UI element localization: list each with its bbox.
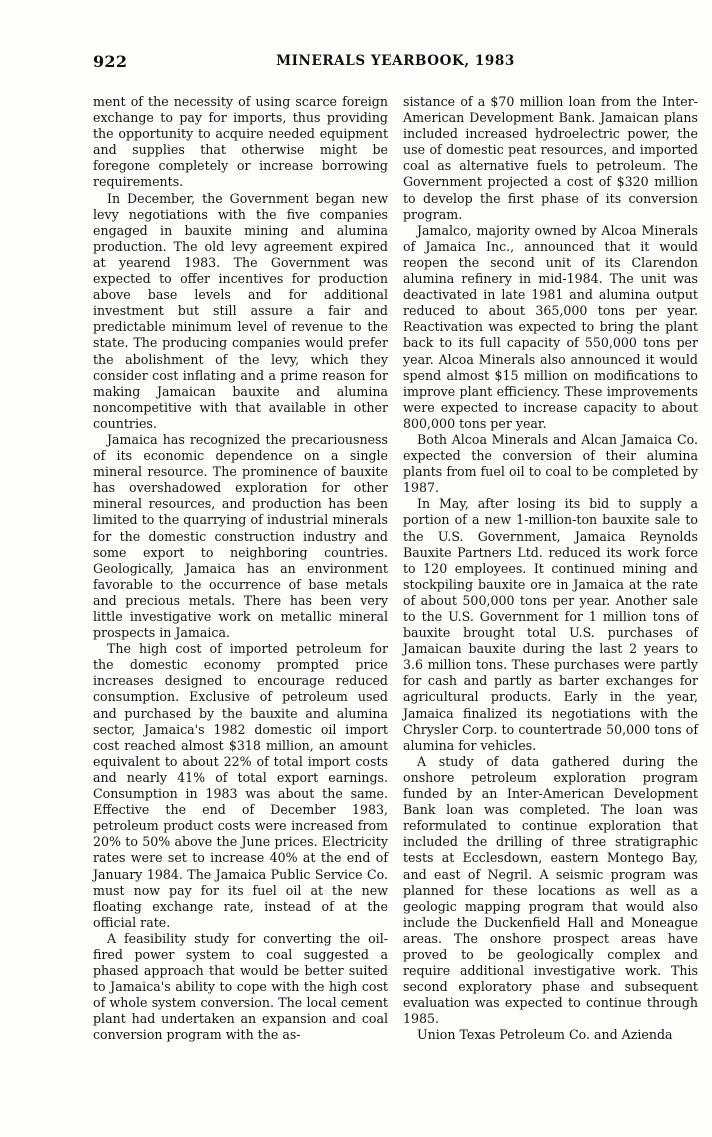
paragraph: In May, after losing its bid to supply a portion of a new 1-million-ton bauxite sale to the U.S. Government, Jamaica Reynolds Bauxite Partners Ltd. reduced its work force to 120 employees. It continued mining and stockpiling bauxite ore in Jamaica at the rate of about 500,000 tons per year. Another sale to the U.S. Government for 1 million tons of bauxite brought total U.S. purchases of Jamaican bauxite during the last 2 years to 3.6 million tons. These purchases were partly for cash and partly as barter exchanges for agricultural products. Early in the year, Jamaica finalized its negotiations with the Chrysler Corp. to countertrade 50,000 tons of alumina for vehicles. <box>403 496 698 753</box>
paragraph: sistance of a $70 million loan from the Inter-American Development Bank. Jamaican plans included increased hydroelectric power, the use of domestic peat resources, and imported coal as alternative fuels to petroleum. The Government projected a cost of $320 million to develop the first phase of its conversion program. <box>403 94 698 222</box>
paragraph: Jamaica has recognized the precariousness of its economic dependence on a single mineral resource. The prominence of bauxite has overshadowed exploration for other mineral resources, and production has been limited to the quarrying of industrial minerals for the domestic construction industry and some export to neighboring countries. Geologically, Jamaica has an environment favorable to the occurrence of base metals and precious metals. There has been very little investigative work on metallic mineral prospects in Jamaica. <box>93 431 388 641</box>
paragraph: Union Texas Petroleum Co. and Azienda <box>417 1027 673 1043</box>
paragraph: ment of the necessity of using scarce foreign exchange to pay for imports, thus providing the opportunity to acquire needed equipment and supplies that otherwise might be foregone completely or increase borrowing requirements. <box>93 94 388 190</box>
left-column <box>93 94 388 1044</box>
paragraph: Both Alcoa Minerals and Alcan Jamaica Co. expected the conversion of their alumina plants from fuel oil to coal to be completed by 1987. <box>403 431 698 496</box>
paragraph: In December, the Government began new levy negotiations with the five companies engaged in bauxite mining and alumina production. The old levy agreement expired at yearend 1983. The Government was expected to offer incentives for production above base levels and for additional investment but still assure a fair and predictable minimum level of revenue to the state. The producing companies would prefer the abolishment of the levy, which they consider cost inflating and a prime reason for making Jamaican bauxite and alumina noncompetitive with that available in other countries. <box>93 190 388 431</box>
page-header <box>93 52 698 74</box>
paragraph: A study of data gathered during the onshore petroleum exploration program funded by an Inter-American Development Bank loan was completed. The loan was reformulated to continue exploration that included the drilling of three stratigraphic tests at Ecclesdown, eastern Montego Bay, and east of Negril. A seismic program was planned for these locations as well as a geologic mapping program that would also include the Duckenfield Hall and Moneague areas. The onshore prospect areas have proved to be geologically complex and require additional investigative work. This second exploratory phase and subsequent evaluation was expected to continue through 1985. <box>403 753 698 1027</box>
right-column <box>403 94 698 1044</box>
paragraph: Jamalco, majority owned by Alcoa Minerals of Jamaica Inc., announced that it would reopen the second unit of its Clarendon alumina refinery in mid-1984. The unit was deactivated in late 1981 and alumina output reduced to about 365,000 tons per year. Reactivation was expected to bring the plant back to its full capacity of 550,000 tons per year. Alcoa Minerals also announced it would spend almost $15 million on modifications to improve plant efficiency. These improvements were expected to increase capacity to about 800,000 tons per year. <box>403 222 698 431</box>
page-number: 922 <box>93 52 128 71</box>
running-title: MINERALS YEARBOOK, 1983 <box>276 53 515 69</box>
paragraph: A feasibility study for converting the oil-fired power system to coal suggested a phased approach that would be better suited to Jamaica's ability to cope with the high cost of whole system conversion. The local cement plant had undertaken an expansion and coal conversion program with the as- <box>93 930 388 1043</box>
paragraph: The high cost of imported petroleum for the domestic economy prompted price increases designed to encourage reduced consumption. Exclusive of petroleum used and purchased by the bauxite and alumina sector, Jamaica's 1982 domestic oil import cost reached almost $318 million, an amount equivalent to about 22% of total import costs and nearly 41% of total export earnings. Consumption in 1983 was about the same. Effective the end of December 1983, petroleum product costs were increased from 20% to 50% above the June prices. Electricity rates were set to increase 40% at the end of January 1984. The Jamaica Public Service Co. must now pay for its fuel oil at the new floating exchange rate, instead of at the official rate. <box>93 641 388 930</box>
